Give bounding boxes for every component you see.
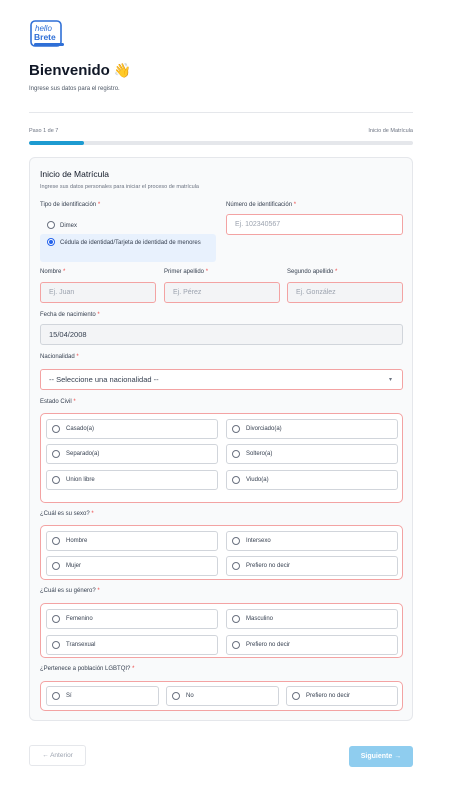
radio-icon xyxy=(232,537,240,545)
hellobrete-logo xyxy=(29,18,65,52)
last-name-2-label: Segundo apellido * xyxy=(287,269,338,275)
civil-status-option[interactable]: Union libre xyxy=(46,470,218,490)
last-name-2-input[interactable]: Ej. González xyxy=(287,282,403,303)
birth-date-label: Fecha de nacimiento * xyxy=(40,312,100,318)
civil-status-option[interactable]: Soltero(a) xyxy=(226,444,398,464)
civil-status-option[interactable]: Divorciado(a) xyxy=(226,419,398,439)
nationality-select[interactable]: -- Seleccione una nacionalidad -- ▾ xyxy=(40,369,403,390)
gender-label: ¿Cuál es su género? * xyxy=(40,588,100,594)
lgbtq-label: ¿Pertenece a población LGBTQI? * xyxy=(40,666,135,672)
radio-icon xyxy=(52,537,60,545)
radio-icon xyxy=(52,692,60,700)
lgbtq-option[interactable]: Sí xyxy=(46,686,159,706)
form-subtitle: Ingrese sus datos personales para iniciar el proceso de matrícula xyxy=(40,184,199,190)
page-subtitle: Ingrese sus datos para el registro. xyxy=(29,86,120,92)
first-name-input[interactable]: Ej. Juan xyxy=(40,282,156,303)
page-title xyxy=(29,62,131,79)
civil-status-option[interactable]: Casado(a) xyxy=(46,419,218,439)
radio-icon xyxy=(232,450,240,458)
id-type-option-cedula[interactable]: Cédula de identidad/Tarjeta de identidad de menores xyxy=(40,234,216,262)
civil-status-option[interactable]: Viudo(a) xyxy=(226,470,398,490)
id-type-option-dimex[interactable]: Dimex xyxy=(40,217,216,235)
gender-option[interactable]: Prefiero no decir xyxy=(226,635,398,655)
form-title: Inicio de Matrícula xyxy=(40,169,109,179)
radio-icon xyxy=(232,641,240,649)
gender-group xyxy=(40,603,403,658)
birth-date-input[interactable]: 15/04/2008 xyxy=(40,324,403,345)
progress-bar xyxy=(29,141,413,145)
radio-icon[interactable] xyxy=(47,221,55,229)
radio-icon xyxy=(52,425,60,433)
radio-icon xyxy=(52,450,60,458)
last-name-1-input[interactable]: Ej. Pérez xyxy=(164,282,280,303)
sex-label: ¿Cuál es su sexo? * xyxy=(40,511,94,517)
sex-option[interactable]: Intersexo xyxy=(226,531,398,551)
svg-text:hello: hello xyxy=(35,24,52,33)
step-section-name: Inicio de Matrícula xyxy=(368,128,413,134)
radio-icon xyxy=(52,641,60,649)
gender-option[interactable]: Femenino xyxy=(46,609,218,629)
radio-icon xyxy=(232,615,240,623)
radio-icon xyxy=(52,476,60,484)
radio-selected-icon[interactable] xyxy=(47,238,55,246)
id-number-label: Número de identificación * xyxy=(226,202,297,208)
gender-option[interactable]: Masculino xyxy=(226,609,398,629)
radio-icon xyxy=(232,562,240,570)
chevron-down-icon: ▾ xyxy=(388,377,392,383)
last-name-1-label: Primer apellido * xyxy=(164,269,209,275)
svg-text:Brete: Brete xyxy=(34,32,56,42)
step-indicator xyxy=(29,128,413,134)
lgbtq-option[interactable]: No xyxy=(166,686,279,706)
first-name-label: Nombre * xyxy=(40,269,66,275)
divider xyxy=(29,112,413,113)
radio-icon xyxy=(232,476,240,484)
id-type-label: Tipo de identificación * xyxy=(40,202,101,208)
next-button[interactable]: Siguiente → xyxy=(349,746,413,767)
gender-option[interactable]: Transexual xyxy=(46,635,218,655)
progress-bar-fill xyxy=(29,141,84,145)
lgbtq-option[interactable]: Prefiero no decir xyxy=(286,686,398,706)
page-title-text: Bienvenido xyxy=(29,62,110,79)
civil-status-option[interactable]: Separado(a) xyxy=(46,444,218,464)
sex-group xyxy=(40,525,403,580)
step-counter: Paso 1 de 7 xyxy=(29,128,59,134)
id-number-input[interactable]: Ej. 102340567 xyxy=(226,214,403,235)
sex-option[interactable]: Hombre xyxy=(46,531,218,551)
radio-icon xyxy=(292,692,300,700)
sex-option[interactable]: Prefiero no decir xyxy=(226,556,398,576)
radio-icon xyxy=(232,425,240,433)
lgbtq-group xyxy=(40,681,403,711)
civil-status-label: Estado Civil * xyxy=(40,399,76,405)
radio-icon xyxy=(172,692,180,700)
radio-icon xyxy=(52,562,60,570)
waving-hand-icon: 👋 xyxy=(113,62,132,78)
radio-icon xyxy=(52,615,60,623)
enrollment-form-card xyxy=(29,157,413,721)
nationality-label: Nacionalidad * xyxy=(40,354,79,360)
previous-button[interactable]: ← Anterior xyxy=(29,745,86,766)
civil-status-group xyxy=(40,413,403,503)
sex-option[interactable]: Mujer xyxy=(46,556,218,576)
